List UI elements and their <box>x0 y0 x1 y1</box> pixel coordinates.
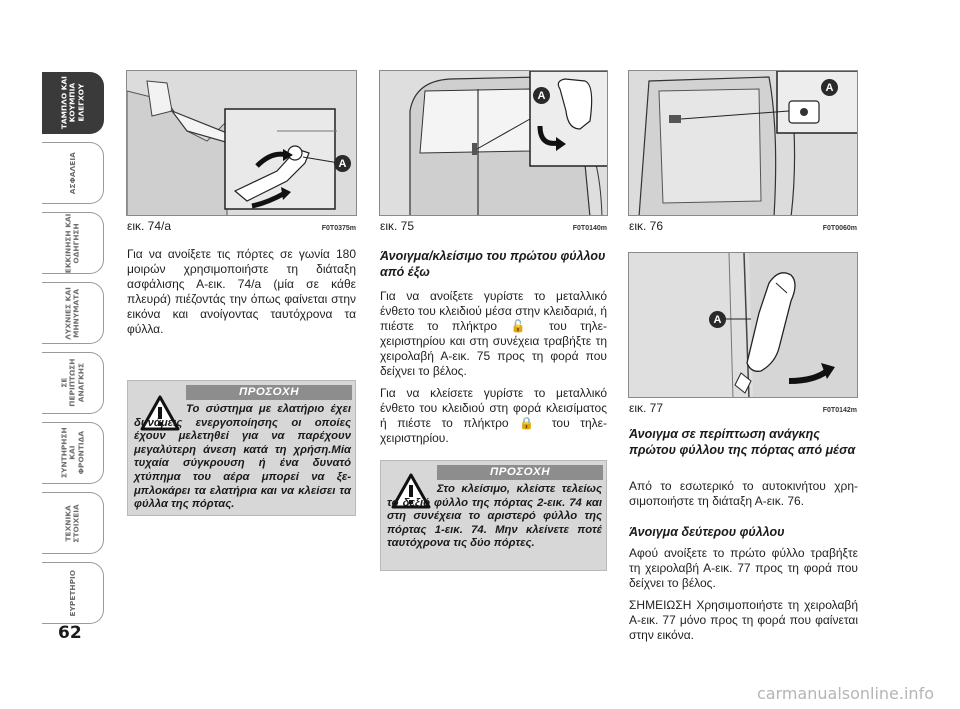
section-heading-second-leaf: Άνοιγμα δεύτερου φύλλου <box>629 525 785 539</box>
section-heading-emergency-opening: Άνοιγμα σε περίπτωση ανάγκης πρώτου φύλλου της πόρτας από μέσα <box>629 427 856 457</box>
figure-code: F0T0060m <box>822 225 857 232</box>
tab-label: ΣΕ ΠΕΡΙΠΤΩΣΗ ΑΝΑΓΚΗΣ <box>58 358 85 408</box>
caption-label: εικ. 74/a <box>127 219 172 233</box>
tab-lights-messages[interactable] <box>42 282 104 344</box>
tab-technical-data[interactable] <box>42 492 104 554</box>
tab-label: ΕΚΚΙΝΗΣΗ ΚΑΙ ΟΔΗΓΗΣΗ <box>63 213 81 273</box>
callout-a: A <box>334 155 351 172</box>
tab-emergency[interactable] <box>42 352 104 414</box>
tab-starting-driving[interactable] <box>42 212 104 274</box>
figure-77-caption <box>629 401 857 415</box>
figure-75-rear-door <box>379 70 608 216</box>
figure-code: F0T0375m <box>321 225 356 232</box>
tab-label: ΕΥΡΕΤΗΡΙΟ <box>67 569 77 617</box>
watermark: carmanualsonline.info <box>756 684 934 703</box>
figure-74a-caption <box>127 219 356 233</box>
tab-label: ΤΕΧΝΙΚΑ ΣΤΟΙΧΕΙΑ <box>63 503 81 543</box>
figure-74a-door-hinge <box>126 70 357 216</box>
column-3-text-b <box>629 546 858 650</box>
figure-75-caption <box>380 219 607 233</box>
caption-label: εικ. 77 <box>629 401 664 415</box>
paragraph: Για να ανοίξετε γυρίστε το μεταλλικό ένθετο του κλειδιού μέσα στην κλειδαριά, ή πιέστε το πλήκτρο 🔓 του τηλεχειριστηρίου και στη συνέχεια τραβήξτε τη χειρολαβή Α-εικ. 75 προς τη φορά που δείχνει το βέλος. <box>380 289 607 378</box>
paragraph: Αφού ανοίξετε το πρώτο φύλλο τραβήξτε τη χειρολαβή Α-εικ. 77 προς τη φορά που δείχνει το βέλος. <box>629 546 858 590</box>
section-heading-open-close-outside: Άνοιγμα/κλείσιμο του πρώτου φύλλου από έξω <box>380 249 606 279</box>
callout-a: A <box>533 87 550 104</box>
tab-maintenance[interactable] <box>42 422 104 484</box>
column-2-text <box>380 289 607 453</box>
tab-safety[interactable] <box>42 142 104 204</box>
tab-label: ΑΣΦΑΛΕΙΑ <box>67 152 77 195</box>
warning-text: Το σύστημα με ελατήριο έχει δυνάμεις ενεργοποίησης οι οποίες έχουν μελετηθεί για να παρέχουν μεγαλύτερη άνεση κατά τη χρήση.Μία τυχαία σύγκρουση ή ένα δυνατό χτύπημα του αέρα μπορεί να ξεμπλοκάρει τα ελατήρια και να κλείσει τα φύλλα της πόρτας. <box>134 403 351 511</box>
caption-label: εικ. 76 <box>629 219 664 233</box>
hinge-illustration <box>127 71 357 216</box>
warning-box-2 <box>380 460 607 571</box>
warning-title: ΠΡΟΣΟΧΗ <box>186 385 352 400</box>
figure-77-second-leaf-handle <box>628 252 858 398</box>
tab-label: ΣΥΝΤΗΡΗΣΗ ΚΑΙ ΦΡΟΝΤΙΔΑ <box>58 427 85 479</box>
figure-code: F0T0142m <box>822 407 857 414</box>
paragraph: Από το εσωτερικό το αυτοκινήτου χρησιμοποιήστε τη διάταξη Α-εικ. 76. <box>629 479 858 508</box>
caption-label: εικ. 75 <box>380 219 415 233</box>
figure-76-interior-release <box>628 70 858 216</box>
column-1-text <box>127 247 356 344</box>
warning-box-1 <box>127 380 356 516</box>
tab-index[interactable] <box>42 562 104 624</box>
page-number: 62 <box>58 623 82 643</box>
tab-label: ΛΥΧΝΙΕΣ ΚΑΙ ΜΗΝΥΜΑΤΑ <box>63 286 81 340</box>
warning-title: ΠΡΟΣΟΧΗ <box>437 465 603 480</box>
callout-a: A <box>821 79 838 96</box>
figure-code: F0T0140m <box>572 225 607 232</box>
figure-76-caption <box>629 219 857 233</box>
tab-label: ΤΑΜΠΛΟ ΚΑΙ ΚΟΥΜΠΙΑ ΕΛΕΓΧΟΥ <box>58 76 85 130</box>
paragraph: Για να ανοίξετε τις πόρτες σε γωνία 180 μοιρών χρησιμοποιήστε τη διάταξη ασφάλισης Α-εικ. 74/a (μία σε κάθε πλευρά) πιέζοντάς την όπως φαίνεται στην εικόνα και ανοίγοντας ταυτόχρονα τα φύλλα. <box>127 247 356 336</box>
second-leaf-handle-illustration <box>629 253 858 398</box>
tab-dashboard-controls[interactable] <box>42 72 104 134</box>
warning-text: Στο κλείσιμο, κλείστε τελείως το δεξιό φύλλο της πόρτας 2-εικ. 74 και στη συνέχεια το αριστερό φύλλο της πόρτας 1-εικ. 74. Μην κλείνετε ποτέ ταυτόχρονα τις δύο πόρτες. <box>387 483 602 550</box>
paragraph: ΣΗΜΕΙΩΣΗ Χρησιμοποιήστε τη χειρολαβή Α-εικ. 77 μόνο προς τη φορά που φαίνεται στην εικόνα. <box>629 598 858 642</box>
callout-a: A <box>709 311 726 328</box>
column-3-text-a <box>629 479 858 516</box>
rear-door-illustration <box>380 71 608 216</box>
paragraph: Για να κλείσετε γυρίστε το μεταλλικό ένθετο του κλειδιού στη φορά κλεισίματος ή πιέστε το πλήκτρο 🔒 του τηλεχειριστηρίου. <box>380 386 607 445</box>
